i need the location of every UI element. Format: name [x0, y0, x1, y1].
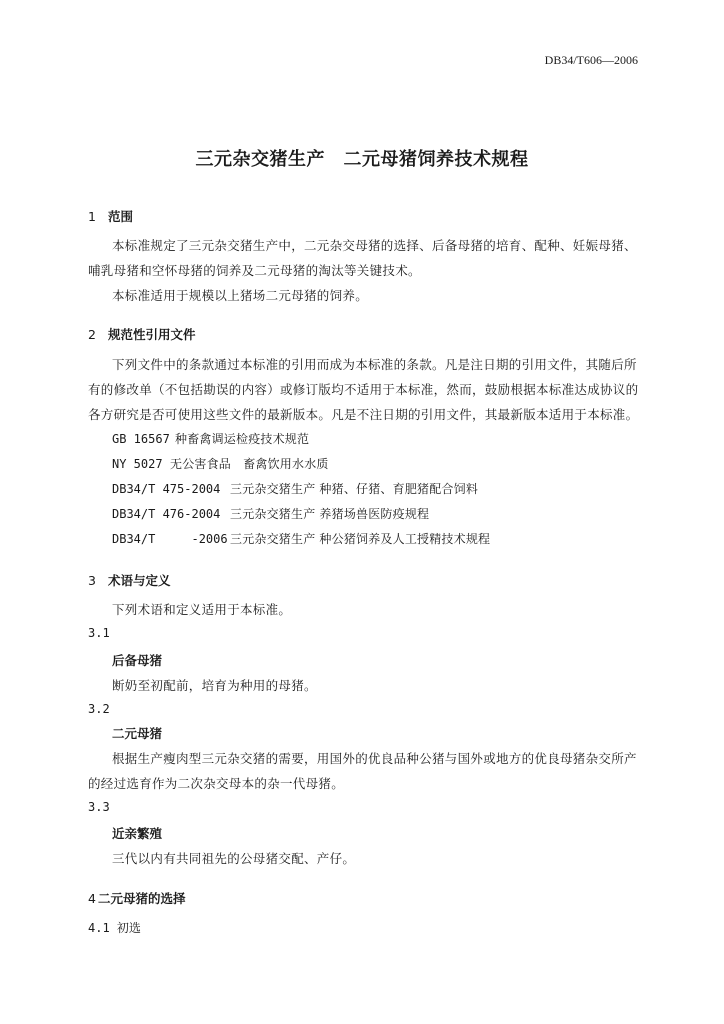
paragraph-continuation: 各方研究是否可使用这些文件的最新版本。凡是不注日期的引用文件，其最新版本适用于本标准。	[88, 407, 639, 422]
reference-item	[112, 505, 429, 522]
reference-code: NY 5027	[112, 457, 163, 471]
reference-name: 三元杂交猪生产 养猪场兽医防疫规程	[230, 507, 430, 521]
section-title: 规范性引用文件	[108, 327, 196, 342]
section-4-heading	[88, 889, 186, 907]
reference-code: DB34/T 476-2004	[112, 507, 221, 521]
section-3-heading	[88, 571, 171, 589]
reference-item	[112, 530, 490, 547]
section-number: 3	[88, 573, 96, 588]
term-definition: 断奶至初配前，培育为种用的母猪。	[112, 678, 317, 693]
reference-name: 无公害食品 畜禽饮用水水质	[170, 457, 329, 471]
term-heading: 二元母猪	[112, 726, 163, 741]
section-1-heading	[88, 207, 133, 225]
paragraph: 本标准规定了三元杂交猪生产中，二元杂交母猪的选择、后备母猪的培育、配种、妊娠母猪、	[112, 238, 637, 253]
term-heading: 后备母猪	[112, 653, 163, 668]
document-number: DB34/T606—2006	[544, 53, 638, 67]
section-number: 4	[88, 891, 96, 906]
section-number: 2	[88, 327, 96, 342]
paragraph: 本标准适用于规模以上猪场二元母猪的饲养。	[112, 288, 369, 303]
section-title: 范围	[108, 209, 134, 224]
reference-item	[112, 430, 309, 447]
reference-item	[112, 455, 329, 472]
clause-number: 3.1	[88, 626, 110, 640]
reference-code: GB 16567	[112, 432, 170, 446]
reference-code: DB34/T -2006	[112, 532, 228, 546]
reference-name: 三元杂交猪生产 种猪、仔猪、育肥猪配合饲料	[230, 482, 479, 496]
reference-code: DB34/T 475-2004	[112, 482, 221, 496]
reference-item	[112, 480, 478, 497]
section-title: 二元母猪的选择	[98, 891, 186, 906]
paragraph: 下列文件中的条款通过本标准的引用而成为本标准的条款。凡是注日期的引用文件，其随后所	[112, 357, 637, 372]
section-number: 1	[88, 209, 96, 224]
term-definition-continuation: 的经过选育作为二次杂交母本的杂一代母猪。	[88, 776, 345, 791]
term-heading: 近亲繁殖	[112, 826, 163, 841]
paragraph-continuation: 有的修改单（不包括勘误的内容）或修订版均不适用于本标准，然而，鼓励根据本标准达成协议的	[88, 382, 639, 397]
paragraph: 下列术语和定义适用于本标准。	[112, 602, 292, 617]
reference-name: 三元杂交猪生产 种公猪饲养及人工授精技术规程	[230, 532, 491, 546]
term-definition: 三代以内有共同祖先的公母猪交配、产仔。	[112, 851, 356, 866]
paragraph-continuation: 哺乳母猪和空怀母猪的饲养及二元母猪的淘汰等关键技术。	[88, 263, 421, 278]
clause-number: 3.2	[88, 702, 110, 716]
section-2-heading	[88, 325, 196, 343]
clause-number: 3.3	[88, 800, 110, 814]
subsection-heading: 4.1 初选	[88, 921, 141, 935]
term-definition: 根据生产瘦肉型三元杂交猪的需要，用国外的优良品种公猪与国外或地方的优良母猪杂交所产	[112, 751, 637, 766]
document-title: 三元杂交猪生产 二元母猪饲养技术规程	[195, 149, 529, 170]
reference-name: 种畜禽调运检疫技术规范	[175, 432, 310, 446]
section-title: 术语与定义	[108, 573, 171, 588]
